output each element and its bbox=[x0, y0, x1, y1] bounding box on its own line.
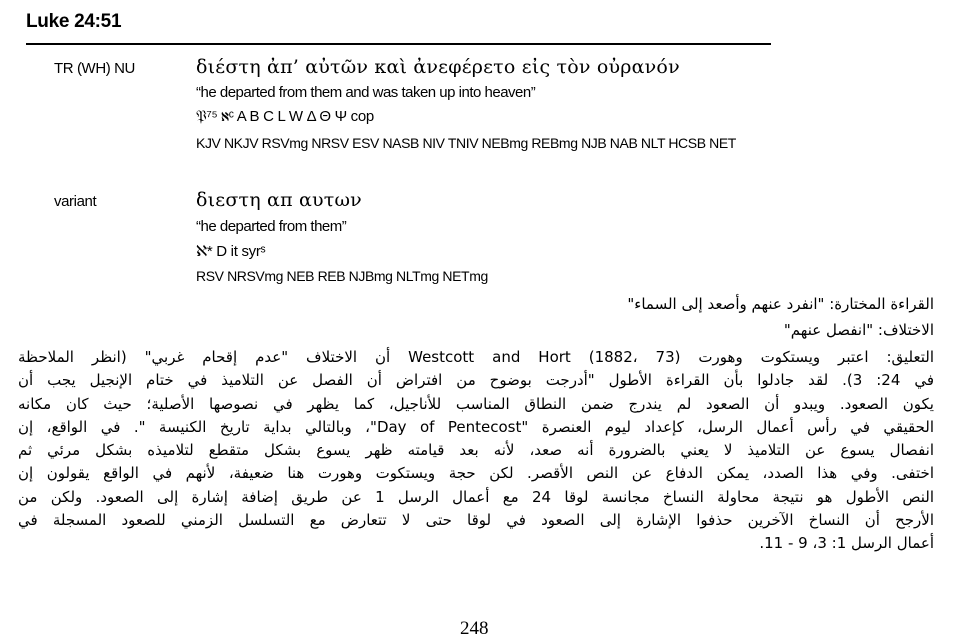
translation-variant: “he departed from them” bbox=[196, 218, 347, 235]
commentary-line: الأرجح أن النساخ الآخرين حذفوا الإشارة إلى الصعود في لوقا حتى لا تتعارض مع التسلسل الزمني للصعود المسجلة في bbox=[18, 511, 934, 530]
arabic-variant-reading: الاختلاف: "انفصل عنهم" bbox=[783, 321, 934, 339]
commentary-line: يكون الصعود. ويبدو أن الصعود لم يندرج ضمن النطاق المناسب للأناجيل، كما يظهر في نصوصها الأصلية؛ حيث كان مكانه bbox=[18, 394, 934, 413]
greek-text-variant: διεστη απ αυτων bbox=[196, 189, 362, 211]
entry-label-main: TR (WH) NU bbox=[54, 60, 135, 77]
commentary-line: اختفى. وفي هذا الصدد، يمكن الدفاع عن النص الأقصر. لكن حجة ويستكوت وهورت هنا ضعيفة، لأنهم في الواقع يقولون إن bbox=[18, 464, 934, 483]
manuscripts-variant: ℵ* D it syrˢ bbox=[196, 243, 266, 260]
commentary-line: التعليق: اعتبر ويستكوت وهورت Westcott and Hort (1882، 73) أن الاختلاف "عدم إقحام غربي" (انظر الملاحظة bbox=[18, 348, 934, 366]
manuscripts-main: 𝔓⁷⁵ ℵᶜ A B C L W Δ Θ Ψ cop bbox=[196, 108, 374, 125]
page-number: 248 bbox=[460, 618, 489, 639]
versions-variant: RSV NRSVmg NEB REB NJBmg NLTmg NETmg bbox=[196, 268, 488, 284]
greek-text-main: διέστη ἀπ’ αὐτῶν καὶ ἀνεφέρετο εἰς τὸν οὐρανόν bbox=[196, 56, 680, 78]
commentary-line: الحقيقي في رأس أعمال الرسل، كإعداد ليوم العنصرة "Day of Pentecost"، وبالتالي بداية تاريخ الكنيسة ". في الواقع، إن bbox=[18, 417, 934, 436]
verse-reference: Luke 24:51 bbox=[26, 11, 122, 32]
header-rule bbox=[26, 43, 771, 45]
versions-main: KJV NKJV RSVmg NRSV ESV NASB NIV TNIV NEBmg REBmg NJB NAB NLT HCSB NET bbox=[196, 135, 736, 151]
commentary-line: انفصال يسوع عن التلاميذ لا يعني بالضرورة أنه صعد، لأنه بعد قيامته ظهر يسوع بشكل متقطع لتلاميذه بشكل مرئي ثم bbox=[18, 441, 934, 460]
arabic-chosen-reading: القراءة المختارة: "انفرد عنهم وأصعد إلى السماء" bbox=[627, 295, 934, 313]
entry-label-variant: variant bbox=[54, 193, 97, 210]
arabic-commentary bbox=[18, 346, 934, 556]
translation-main: “he departed from them and was taken up into heaven” bbox=[196, 84, 536, 101]
commentary-line: في 24: 3). لقد جادلوا بأن القراءة الأطول "أدرجت بوضوح من افتراض أن الفصل عن التلاميذ في ختام الإنجيل يجب أن bbox=[18, 371, 934, 390]
commentary-line: أعمال الرسل 1: 3، 9 - 11. bbox=[759, 534, 934, 553]
commentary-line: النص الأطول هو نتيجة محاولة النساخ مجانسة لوقا 24 مع أعمال الرسل 1 عن طريق إضافة إشارة إلى الصعود. ولكن من bbox=[18, 487, 934, 506]
